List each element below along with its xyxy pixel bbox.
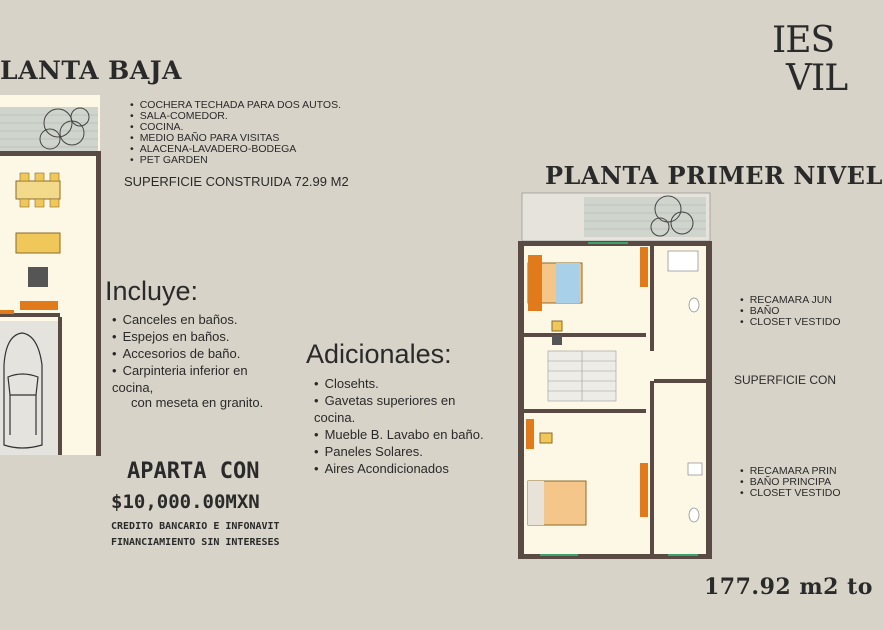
list-item: • Accesorios de baño. (112, 345, 262, 362)
list-item: • CLOSET VESTIDO (740, 317, 840, 328)
list-item: • Carpinteria inferior en cocina, (112, 362, 262, 396)
offer-line1: APARTA CON (127, 459, 260, 484)
list-item: • SALA-COMEDOR. (130, 111, 341, 122)
list-item: • Gavetas superiores en cocina. (314, 392, 494, 426)
ground-features-list (130, 100, 341, 166)
includes-title: Incluye: (105, 276, 199, 306)
list-item: • PET GARDEN (130, 155, 341, 166)
list-item: • CLOSET VESTIDO (740, 488, 840, 499)
junior-list (740, 295, 840, 328)
list-item: • Paneles Solares. (314, 443, 494, 460)
list-item: • Aires Acondicionados (314, 460, 494, 477)
list-item: • Closehts. (314, 375, 494, 392)
list-item: • RECAMARA PRIN (740, 466, 840, 477)
extras-list (314, 375, 494, 477)
list-item: • ALACENA-LAVADERO-BODEGA (130, 144, 341, 155)
includes-extra: con meseta en granito. (131, 395, 264, 410)
first-area: SUPERFICIE CON (734, 373, 837, 387)
offer-credit: CREDITO BANCARIO E INFONAVIT (111, 521, 280, 532)
ground-floor-plan (0, 95, 102, 460)
first-floor-title: PLANTA PRIMER NIVEL (545, 161, 883, 190)
total-area: 177.92 m2 to (704, 574, 873, 600)
list-item: • BAÑO PRINCIPA (740, 477, 840, 488)
list-item: • RECAMARA JUN (740, 295, 840, 306)
list-item: • Canceles en baños. (112, 311, 262, 328)
list-item: • COCHERA TECHADA PARA DOS AUTOS. (130, 100, 341, 111)
logo-line1: IES (772, 20, 835, 61)
list-item: • MEDIO BAÑO PARA VISITAS (130, 133, 341, 144)
ground-area: SUPERFICIE CONSTRUIDA 72.99 M2 (124, 174, 349, 189)
offer-price: $10,000.00MXN (111, 491, 260, 513)
logo-line2: VIL (786, 58, 848, 99)
logo (772, 20, 848, 102)
list-item: • Mueble B. Lavabo en baño. (314, 426, 494, 443)
list-item: • Espejos en baños. (112, 328, 262, 345)
offer-financing: FINANCIAMIENTO SIN INTERESES (111, 537, 280, 548)
first-floor-plan (518, 193, 714, 563)
ground-title: LANTA BAJA (0, 56, 182, 85)
includes-list (112, 311, 262, 396)
list-item: • BAÑO (740, 306, 840, 317)
extras-title: Adicionales: (306, 339, 452, 369)
list-item: • COCINA. (130, 122, 341, 133)
principal-list (740, 466, 840, 499)
